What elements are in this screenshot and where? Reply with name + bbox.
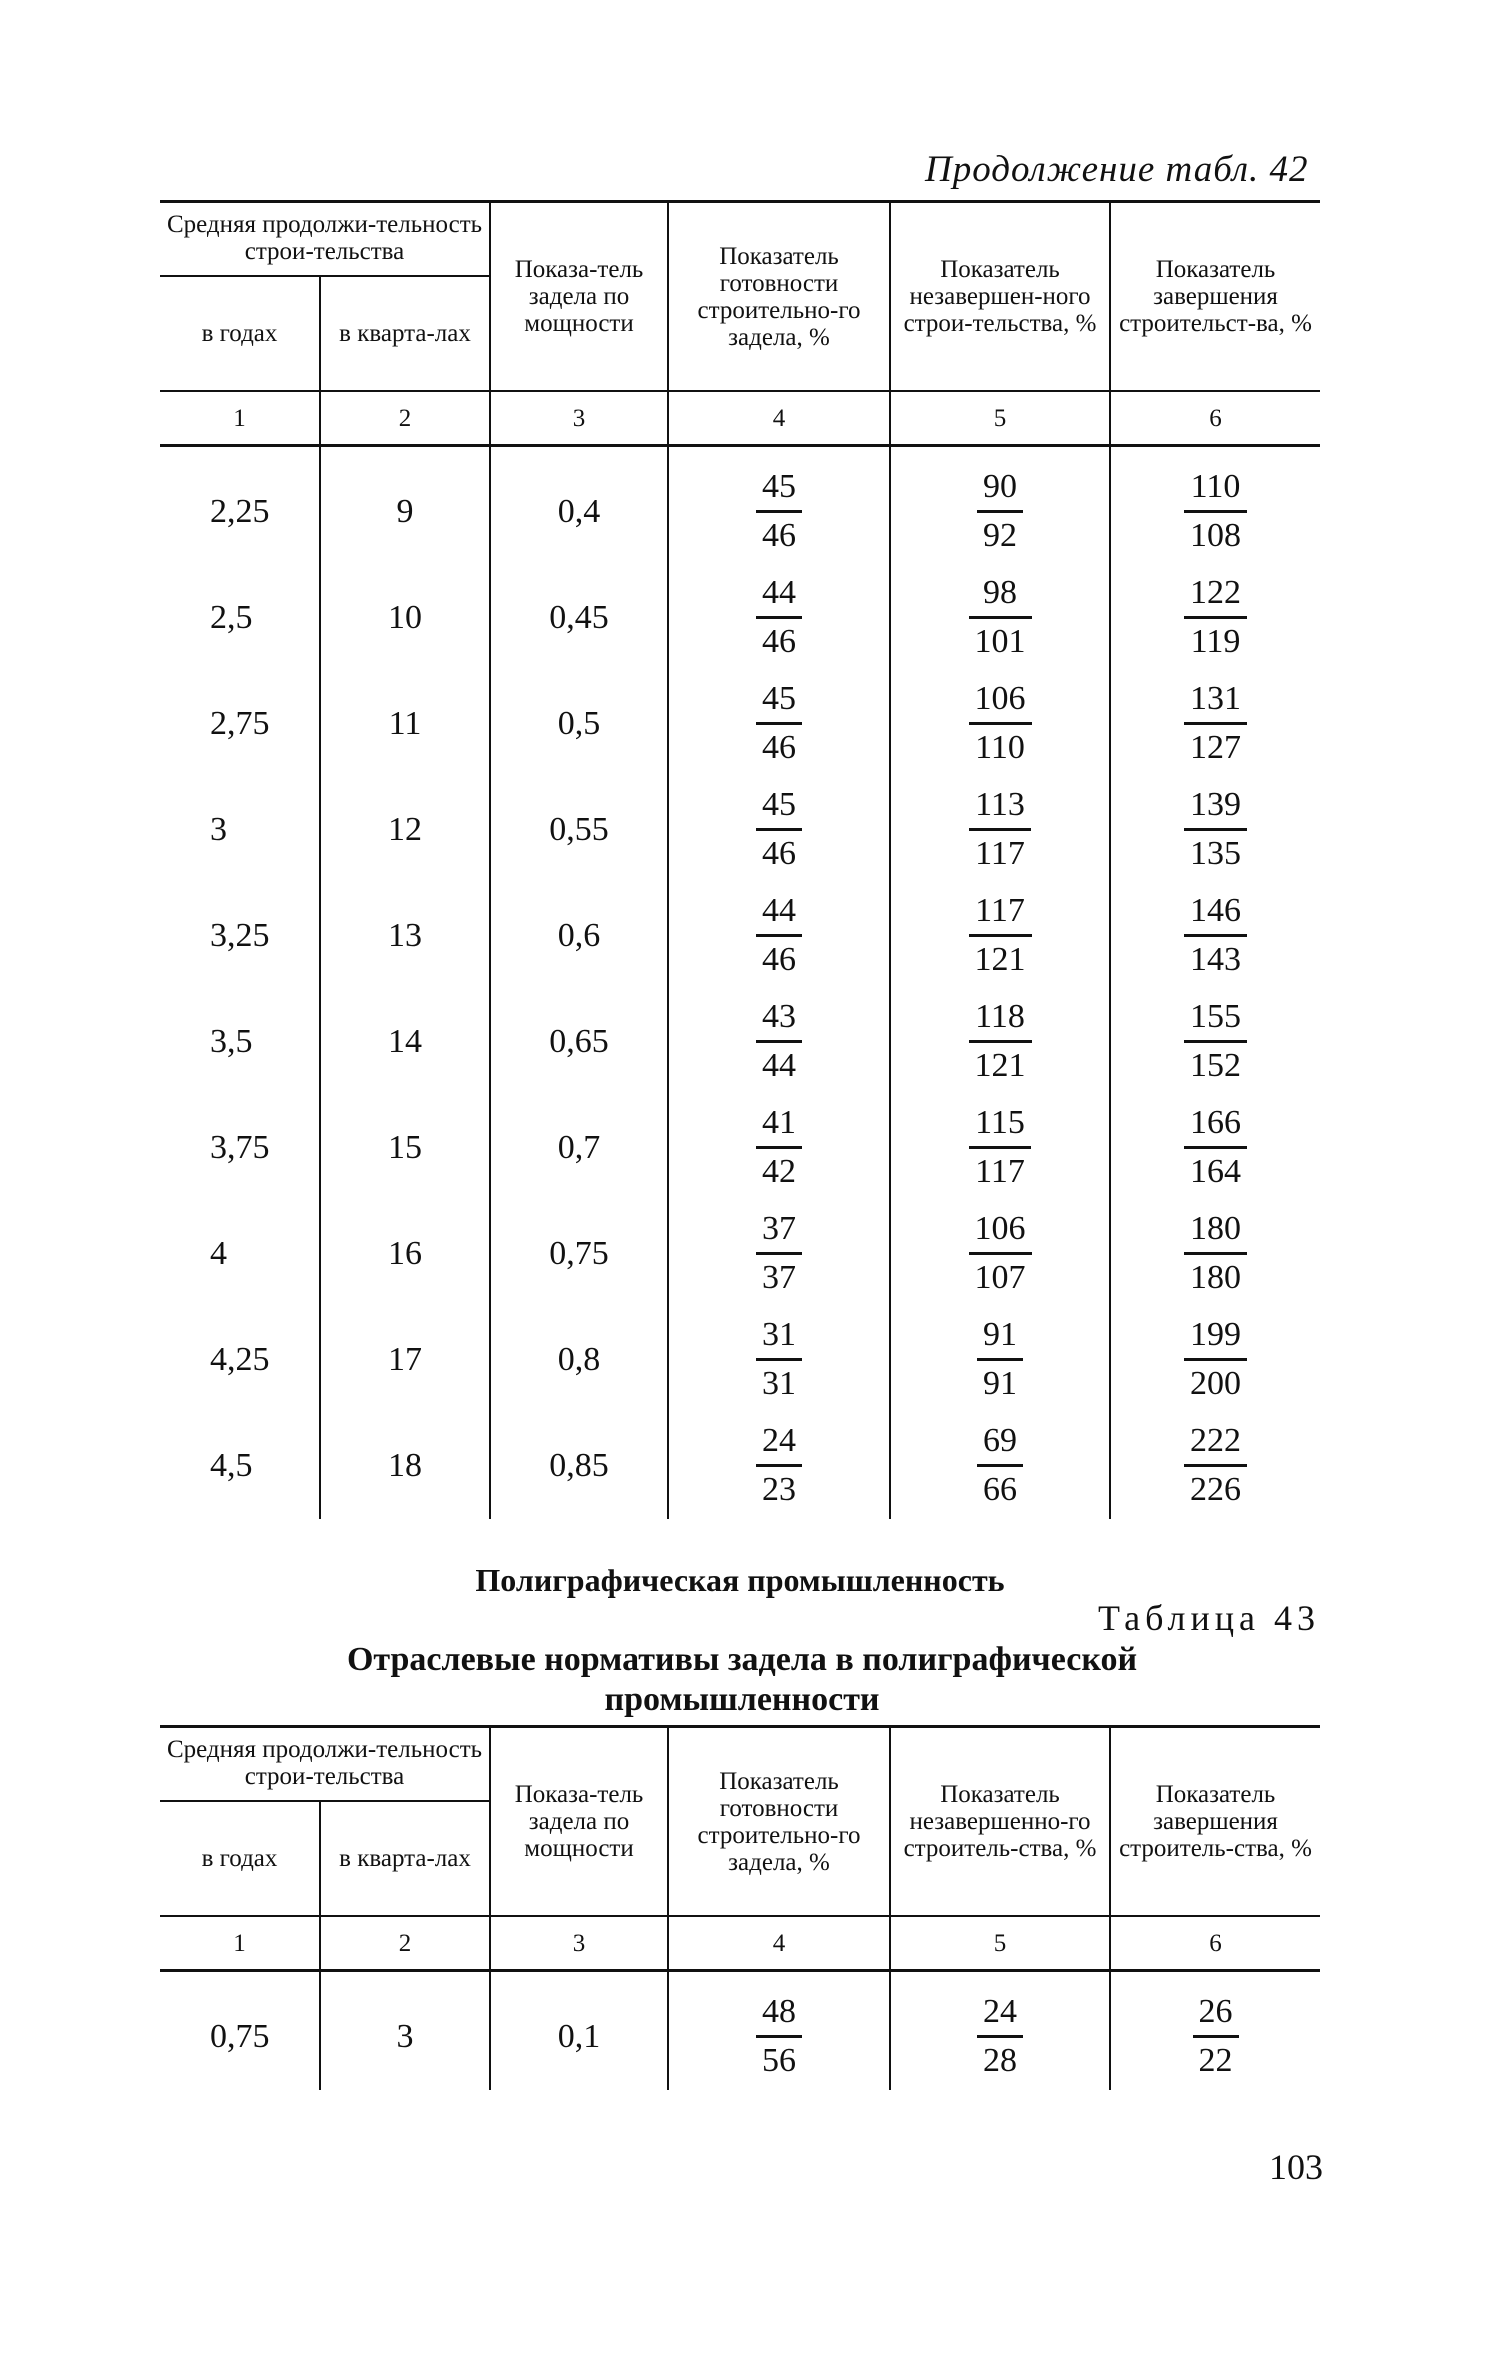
cell-readiness xyxy=(668,777,890,883)
table-row xyxy=(160,989,1320,1095)
fraction-denominator: 66 xyxy=(983,1470,1018,1508)
cell-capacity: 0,5 xyxy=(490,671,668,777)
fraction-denominator: 119 xyxy=(1190,622,1241,660)
cell-unfinished xyxy=(890,1201,1110,1307)
cell-completion xyxy=(1110,1971,1320,2091)
cell-quarters: 14 xyxy=(320,989,490,1095)
cell-unfinished xyxy=(890,883,1110,989)
cell-completion xyxy=(1110,989,1320,1095)
cell-completion xyxy=(1110,565,1320,671)
fraction-denominator: 110 xyxy=(975,728,1025,766)
fraction xyxy=(1184,1421,1247,1508)
fraction-denominator: 22 xyxy=(1198,2041,1233,2079)
fraction-numerator: 106 xyxy=(969,682,1032,725)
fraction xyxy=(756,1421,802,1508)
cell-capacity: 0,6 xyxy=(490,883,668,989)
fraction xyxy=(969,891,1032,978)
cell-readiness xyxy=(668,1413,890,1519)
cell-readiness xyxy=(668,565,890,671)
fraction xyxy=(1184,1315,1247,1402)
fraction-numerator: 45 xyxy=(756,788,802,831)
table-row xyxy=(160,671,1320,777)
cell-years: 3,25 xyxy=(210,917,270,954)
header-completion: Показатель завершения строитель-ства, % xyxy=(1110,1727,1320,1917)
header-capacity: Показа-тель задела по мощности xyxy=(490,202,668,392)
cell-quarters: 13 xyxy=(320,883,490,989)
cell-quarters: 9 xyxy=(320,446,490,566)
fraction-numerator: 24 xyxy=(977,1995,1023,2038)
fraction-denominator: 121 xyxy=(974,1046,1026,1084)
fraction-denominator: 152 xyxy=(1190,1046,1242,1084)
column-number: 2 xyxy=(320,391,490,446)
fraction-numerator: 44 xyxy=(756,894,802,937)
fraction xyxy=(977,1421,1023,1508)
cell-quarters: 11 xyxy=(320,671,490,777)
fraction-numerator: 48 xyxy=(756,1995,802,2038)
fraction-numerator: 106 xyxy=(969,1212,1032,1255)
cell-capacity: 0,55 xyxy=(490,777,668,883)
cell-completion xyxy=(1110,1201,1320,1307)
fraction-numerator: 117 xyxy=(969,894,1032,937)
cell-unfinished xyxy=(890,565,1110,671)
fraction-denominator: 107 xyxy=(974,1258,1026,1296)
cell-capacity: 0,45 xyxy=(490,565,668,671)
header-readiness: Показатель готовности строительно-го задела, % xyxy=(668,1727,890,1917)
cell-unfinished xyxy=(890,446,1110,566)
fraction-denominator: 37 xyxy=(762,1258,797,1296)
fraction-numerator: 24 xyxy=(756,1424,802,1467)
cell-readiness xyxy=(668,1201,890,1307)
header-quarters: в кварта-лах xyxy=(320,1801,490,1916)
page-number: 103 xyxy=(1269,2147,1323,2187)
cell-unfinished xyxy=(890,1971,1110,2091)
cell-readiness xyxy=(668,989,890,1095)
fraction xyxy=(756,785,802,872)
fraction xyxy=(1184,467,1247,554)
column-number: 1 xyxy=(160,391,320,446)
header-readiness: Показатель готовности строительно-го задела, % xyxy=(668,202,890,392)
column-number: 4 xyxy=(668,391,890,446)
cell-readiness xyxy=(668,883,890,989)
fraction-numerator: 131 xyxy=(1184,682,1247,725)
fraction-denominator: 31 xyxy=(762,1364,797,1402)
cell-unfinished xyxy=(890,1095,1110,1201)
fraction-numerator: 146 xyxy=(1184,894,1247,937)
fraction-denominator: 180 xyxy=(1190,1258,1242,1296)
table-43 xyxy=(160,1725,1320,2090)
table-43-title xyxy=(0,1640,1492,1720)
fraction-denominator: 108 xyxy=(1190,516,1242,554)
cell-completion xyxy=(1110,883,1320,989)
fraction-denominator: 28 xyxy=(983,2041,1018,2079)
cell-quarters: 18 xyxy=(320,1413,490,1519)
cell-readiness xyxy=(668,1095,890,1201)
fraction xyxy=(756,1992,802,2079)
fraction xyxy=(977,467,1023,554)
fraction-numerator: 41 xyxy=(756,1106,802,1149)
table-42 xyxy=(160,200,1320,1519)
cell-capacity: 0,4 xyxy=(490,446,668,566)
section-title: Полиграфическая промышленность xyxy=(475,1562,1005,1598)
fraction-denominator: 44 xyxy=(762,1046,797,1084)
cell-years: 2,25 xyxy=(210,493,270,530)
header-years: в годах xyxy=(201,320,278,347)
cell-years: 2,5 xyxy=(210,599,253,636)
column-number: 5 xyxy=(890,1916,1110,1971)
cell-completion xyxy=(1110,1095,1320,1201)
cell-years: 4,5 xyxy=(210,1447,253,1484)
cell-unfinished xyxy=(890,1413,1110,1519)
fraction xyxy=(969,785,1031,872)
fraction-numerator: 31 xyxy=(756,1318,802,1361)
fraction-denominator: 42 xyxy=(762,1152,797,1190)
fraction-denominator: 117 xyxy=(975,1152,1025,1190)
fraction xyxy=(969,573,1032,660)
fraction-denominator: 143 xyxy=(1190,940,1242,978)
fraction-denominator: 92 xyxy=(983,516,1018,554)
header-completion: Показатель завершения строительст-ва, % xyxy=(1110,202,1320,392)
fraction-numerator: 122 xyxy=(1184,576,1247,619)
table-row xyxy=(160,883,1320,989)
cell-years: 2,75 xyxy=(210,705,270,742)
header-unfinished: Показатель незавершенно-го строитель-ства, % xyxy=(890,1727,1110,1917)
fraction-denominator: 46 xyxy=(762,940,797,978)
cell-years: 0,75 xyxy=(210,2018,270,2055)
fraction xyxy=(1184,891,1247,978)
fraction-denominator: 117 xyxy=(975,834,1025,872)
fraction xyxy=(1193,1992,1239,2079)
table-row xyxy=(160,446,1320,566)
fraction-numerator: 37 xyxy=(756,1212,802,1255)
header-capacity: Показа-тель задела по мощности xyxy=(490,1727,668,1917)
header-duration: Средняя продолжи-тельность строи-тельства xyxy=(160,1727,490,1802)
table-43-title-text: Отраслевые нормативы задела в полиграфической промышленности xyxy=(346,1641,1138,1718)
fraction-denominator: 46 xyxy=(762,516,797,554)
fraction-denominator: 56 xyxy=(762,2041,797,2079)
cell-quarters: 3 xyxy=(320,1971,490,2091)
table-row xyxy=(160,1201,1320,1307)
cell-quarters: 17 xyxy=(320,1307,490,1413)
fraction-numerator: 199 xyxy=(1184,1318,1247,1361)
fraction-numerator: 98 xyxy=(969,576,1032,619)
table-row xyxy=(160,1971,1320,2091)
cell-completion xyxy=(1110,1307,1320,1413)
fraction xyxy=(756,1103,802,1190)
cell-unfinished xyxy=(890,1307,1110,1413)
cell-unfinished xyxy=(890,989,1110,1095)
column-number: 5 xyxy=(890,391,1110,446)
fraction xyxy=(756,679,802,766)
fraction-denominator: 101 xyxy=(974,622,1026,660)
fraction xyxy=(756,467,802,554)
table-row xyxy=(160,1307,1320,1413)
fraction xyxy=(977,1315,1023,1402)
fraction-numerator: 139 xyxy=(1184,788,1247,831)
table-42-body xyxy=(160,446,1320,1520)
cell-quarters: 12 xyxy=(320,777,490,883)
cell-years: 3,5 xyxy=(210,1023,253,1060)
column-number: 4 xyxy=(668,1916,890,1971)
column-number: 6 xyxy=(1110,391,1320,446)
fraction-numerator: 26 xyxy=(1193,1995,1239,2038)
fraction xyxy=(756,891,802,978)
fraction-numerator: 91 xyxy=(977,1318,1023,1361)
fraction xyxy=(1184,1103,1247,1190)
fraction xyxy=(969,997,1032,1084)
fraction-numerator: 69 xyxy=(977,1424,1023,1467)
fraction xyxy=(1184,573,1247,660)
fraction xyxy=(1184,1209,1247,1296)
fraction-numerator: 43 xyxy=(756,1000,802,1043)
fraction-denominator: 164 xyxy=(1190,1152,1242,1190)
header-duration: Средняя продолжи-тельность строи-тельства xyxy=(160,202,490,277)
fraction xyxy=(756,573,802,660)
cell-capacity: 0,65 xyxy=(490,989,668,1095)
cell-unfinished xyxy=(890,671,1110,777)
cell-readiness xyxy=(668,1971,890,2091)
fraction-numerator: 166 xyxy=(1184,1106,1247,1149)
fraction-numerator: 110 xyxy=(1184,470,1247,513)
fraction xyxy=(969,679,1032,766)
cell-unfinished xyxy=(890,777,1110,883)
header-years: в годах xyxy=(201,1845,278,1872)
fraction xyxy=(756,997,802,1084)
fraction xyxy=(969,1209,1032,1296)
fraction-numerator: 45 xyxy=(756,682,802,725)
fraction-numerator: 113 xyxy=(969,788,1031,831)
fraction xyxy=(1184,997,1247,1084)
fraction-numerator: 155 xyxy=(1184,1000,1247,1043)
cell-capacity: 0,85 xyxy=(490,1413,668,1519)
fraction xyxy=(756,1209,802,1296)
fraction xyxy=(756,1315,802,1402)
cell-readiness xyxy=(668,1307,890,1413)
fraction-numerator: 115 xyxy=(969,1106,1031,1149)
cell-years: 4,25 xyxy=(210,1341,270,1378)
fraction-denominator: 46 xyxy=(762,622,797,660)
fraction-numerator: 44 xyxy=(756,576,802,619)
fraction-numerator: 180 xyxy=(1184,1212,1247,1255)
fraction-denominator: 46 xyxy=(762,834,797,872)
fraction-denominator: 91 xyxy=(983,1364,1018,1402)
column-number: 3 xyxy=(490,391,668,446)
cell-capacity: 0,1 xyxy=(490,1971,668,2091)
fraction-numerator: 222 xyxy=(1184,1424,1247,1467)
column-number: 2 xyxy=(320,1916,490,1971)
column-number: 6 xyxy=(1110,1916,1320,1971)
cell-quarters: 10 xyxy=(320,565,490,671)
table-43-body xyxy=(160,1971,1320,2091)
fraction-denominator: 127 xyxy=(1190,728,1242,766)
cell-completion xyxy=(1110,1413,1320,1519)
fraction-numerator: 90 xyxy=(977,470,1023,513)
fraction-denominator: 46 xyxy=(762,728,797,766)
cell-readiness xyxy=(668,671,890,777)
fraction-denominator: 121 xyxy=(974,940,1026,978)
column-number: 3 xyxy=(490,1916,668,1971)
cell-capacity: 0,7 xyxy=(490,1095,668,1201)
fraction xyxy=(1184,679,1247,766)
cell-years: 3 xyxy=(210,811,227,848)
table-row xyxy=(160,1413,1320,1519)
cell-years: 4 xyxy=(210,1235,227,1272)
fraction-denominator: 135 xyxy=(1190,834,1242,872)
cell-completion xyxy=(1110,671,1320,777)
cell-readiness xyxy=(668,446,890,566)
continuation-label: Продолжение табл. 42 xyxy=(925,149,1309,190)
fraction-denominator: 200 xyxy=(1190,1364,1242,1402)
header-unfinished: Показатель незавершен-ного строи-тельства, % xyxy=(890,202,1110,392)
cell-completion xyxy=(1110,446,1320,566)
fraction xyxy=(1184,785,1247,872)
cell-capacity: 0,75 xyxy=(490,1201,668,1307)
cell-quarters: 15 xyxy=(320,1095,490,1201)
column-number: 1 xyxy=(160,1916,320,1971)
table-row xyxy=(160,565,1320,671)
fraction-denominator: 226 xyxy=(1190,1470,1242,1508)
cell-capacity: 0,8 xyxy=(490,1307,668,1413)
fraction-numerator: 45 xyxy=(756,470,802,513)
fraction-numerator: 118 xyxy=(969,1000,1032,1043)
table-row xyxy=(160,777,1320,883)
fraction xyxy=(977,1992,1023,2079)
header-quarters: в кварта-лах xyxy=(320,276,490,391)
cell-completion xyxy=(1110,777,1320,883)
cell-years: 3,75 xyxy=(210,1129,270,1166)
fraction-denominator: 23 xyxy=(762,1470,797,1508)
table-row xyxy=(160,1095,1320,1201)
table-43-label: Таблица 43 xyxy=(1098,1598,1320,1638)
cell-quarters: 16 xyxy=(320,1201,490,1307)
fraction xyxy=(969,1103,1031,1190)
